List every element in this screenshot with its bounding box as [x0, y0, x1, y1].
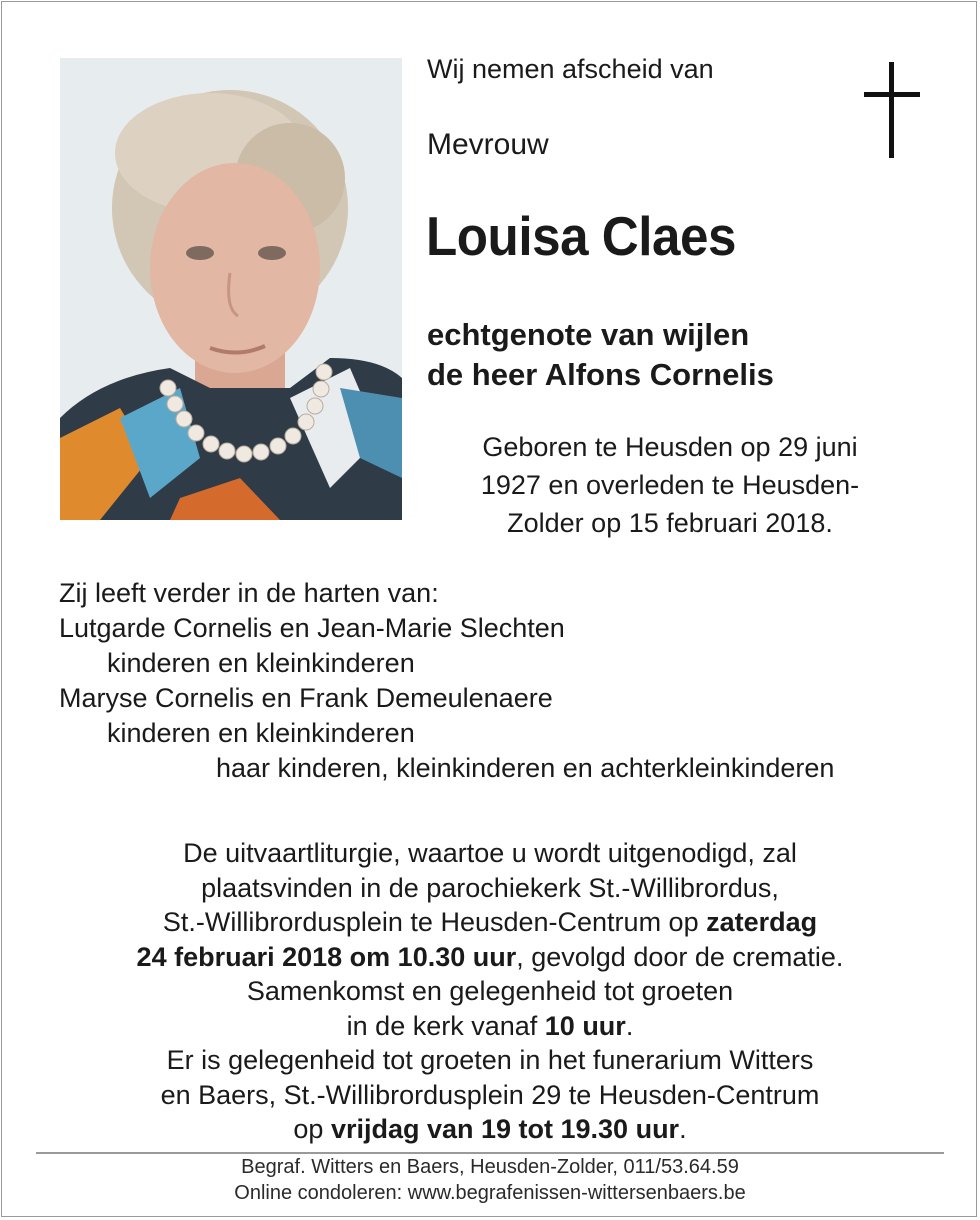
relation-line-2: de heer Alfons Cornelis [427, 357, 774, 392]
service-line-2: plaatsvinden in de parochiekerk St.-Willibrordus, [201, 872, 779, 903]
service-line-3-text: St.-Willibrordusplein te Heusden-Centrum op [162, 907, 707, 937]
family-intro: Zij leeft verder in de harten van: [59, 578, 439, 608]
family-couple-2-desc: kinderen en kleinkinderen [107, 718, 415, 748]
portrait-photo [60, 58, 402, 520]
service-line-7: Er is gelegenheid tot groeten in het funerarium Witters [166, 1045, 814, 1075]
service-line-9-text: op [293, 1114, 331, 1144]
online-condolence-link[interactable]: Online condoleren: www.begrafenissen-wittersenbaers.be [234, 1182, 746, 1204]
service-line-9 [40, 1112, 940, 1147]
service-line-9-end: . [679, 1114, 687, 1144]
service-details [40, 836, 940, 1147]
deceased-name: Louisa Claes [426, 205, 736, 267]
footer [40, 1154, 940, 1206]
dates-line-2: 1927 en overleden te Heusden- [480, 470, 860, 500]
relation-line-1: echtgenote van wijlen [427, 317, 750, 352]
service-line-6-end: . [625, 1010, 634, 1041]
service-line-1: De uitvaartliturgie, waartoe u wordt uitgenodigd, zal [183, 838, 797, 868]
service-date-time: 24 februari 2018 om 10.30 uur [136, 941, 517, 972]
dates-line-3: Zolder op 15 februari 2018. [507, 508, 833, 538]
service-line-3 [40, 905, 940, 940]
honorific-title: Mevrouw [427, 128, 549, 161]
cross-icon [862, 62, 922, 158]
birth-death-dates [425, 428, 915, 542]
family-couple-2: Maryse Cornelis en Frank Demeulenaere [59, 683, 553, 713]
dates-line-1: Geboren te Heusden op 29 juni [482, 432, 858, 462]
service-line-4-text: , gevolgd door de crematie. [516, 941, 844, 972]
gathering-time: 10 uur [544, 1010, 626, 1041]
intro-text: Wij nemen afscheid van [427, 54, 714, 84]
family-couple-1-desc: kinderen en kleinkinderen [107, 648, 415, 678]
funeral-home-contact: Begraf. Witters en Baers, Heusden-Zolder, 011/53.64.59 [241, 1156, 739, 1178]
family-couple-1: Lutgarde Cornelis en Jean-Marie Slechten [59, 613, 565, 643]
service-day: zaterdag [706, 907, 818, 937]
family-extended: haar kinderen, kleinkinderen en achterkleinkinderen [216, 753, 835, 783]
service-line-4 [40, 940, 940, 975]
service-line-5: Samenkomst en gelegenheid tot groeten [246, 976, 734, 1006]
service-line-8: en Baers, St.-Willibrordusplein 29 te Heusden-Centrum [160, 1079, 820, 1110]
service-line-6 [40, 1009, 940, 1044]
service-line-6-text: in de kerk vanaf [346, 1010, 545, 1041]
visitation-time: vrijdag van 19 tot 19.30 uur [330, 1114, 680, 1144]
